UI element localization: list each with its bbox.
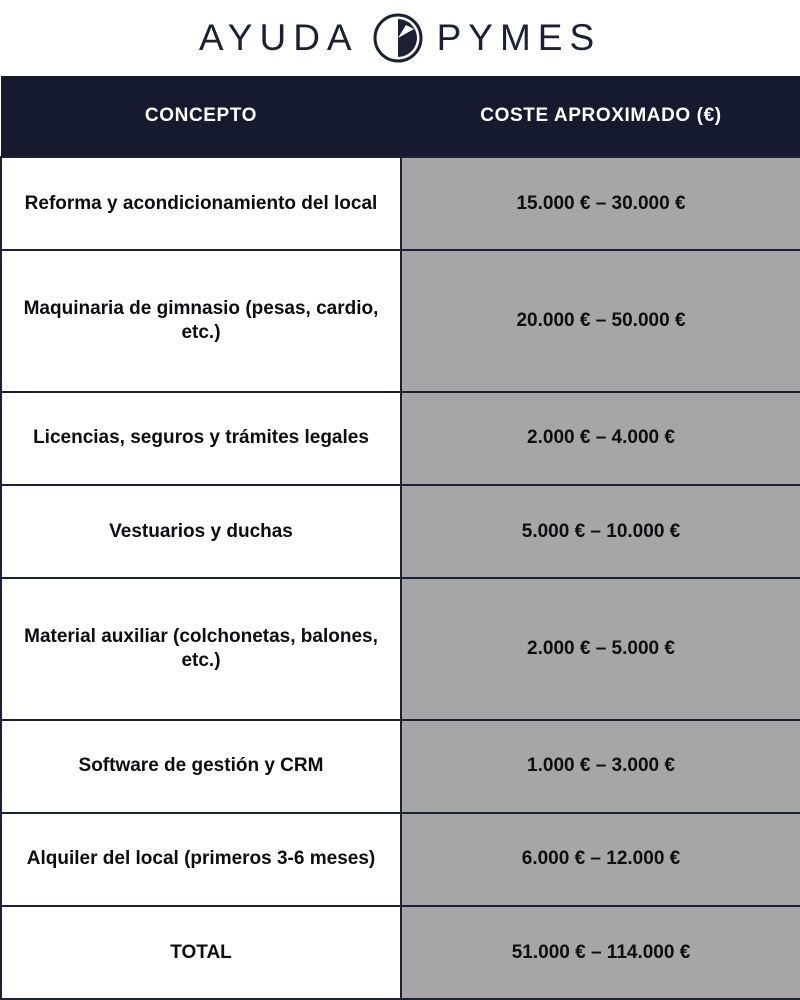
- circle-arrow-logo-icon: [373, 13, 423, 63]
- table-row: [1, 485, 800, 578]
- cell-coste: 6.000 € – 12.000 €: [401, 813, 800, 906]
- cell-coste-total: 51.000 € – 114.000 €: [401, 906, 800, 999]
- cell-coste: 2.000 € – 5.000 €: [401, 578, 800, 720]
- cell-coste: 1.000 € – 3.000 €: [401, 720, 800, 813]
- cell-concepto: Material auxiliar (colchonetas, balones, etc.): [1, 578, 401, 720]
- column-header-concepto: CONCEPTO: [1, 76, 401, 157]
- table-body: [1, 157, 800, 999]
- cell-concepto-total: TOTAL: [1, 906, 401, 999]
- cost-breakdown-table: [0, 76, 800, 1000]
- cell-coste: 20.000 € – 50.000 €: [401, 250, 800, 392]
- column-header-coste: COSTE APROXIMADO (€): [401, 76, 800, 157]
- brand-word-left: AYUDA: [198, 17, 359, 58]
- table-row: [1, 392, 800, 485]
- cell-concepto: Software de gestión y CRM: [1, 720, 401, 813]
- cell-coste: 5.000 € – 10.000 €: [401, 485, 800, 578]
- cell-concepto: Licencias, seguros y trámites legales: [1, 392, 401, 485]
- brand-word-right: PYMES: [436, 17, 602, 58]
- cell-concepto: Maquinaria de gimnasio (pesas, cardio, etc.): [1, 250, 401, 392]
- table-row: [1, 813, 800, 906]
- brand-header: [0, 0, 800, 76]
- cell-concepto: Reforma y acondicionamiento del local: [1, 157, 401, 250]
- table-row: [1, 157, 800, 250]
- cell-concepto: Vestuarios y duchas: [1, 485, 401, 578]
- cell-coste: 15.000 € – 30.000 €: [401, 157, 800, 250]
- table-header-row: [1, 76, 800, 157]
- table-row: [1, 250, 800, 392]
- table-row: [1, 720, 800, 813]
- cell-concepto: Alquiler del local (primeros 3-6 meses): [1, 813, 401, 906]
- table-row-total: [1, 906, 800, 999]
- brand-logo: [199, 13, 601, 63]
- table-row: [1, 578, 800, 720]
- table-header: [1, 76, 800, 157]
- cell-coste: 2.000 € – 4.000 €: [401, 392, 800, 485]
